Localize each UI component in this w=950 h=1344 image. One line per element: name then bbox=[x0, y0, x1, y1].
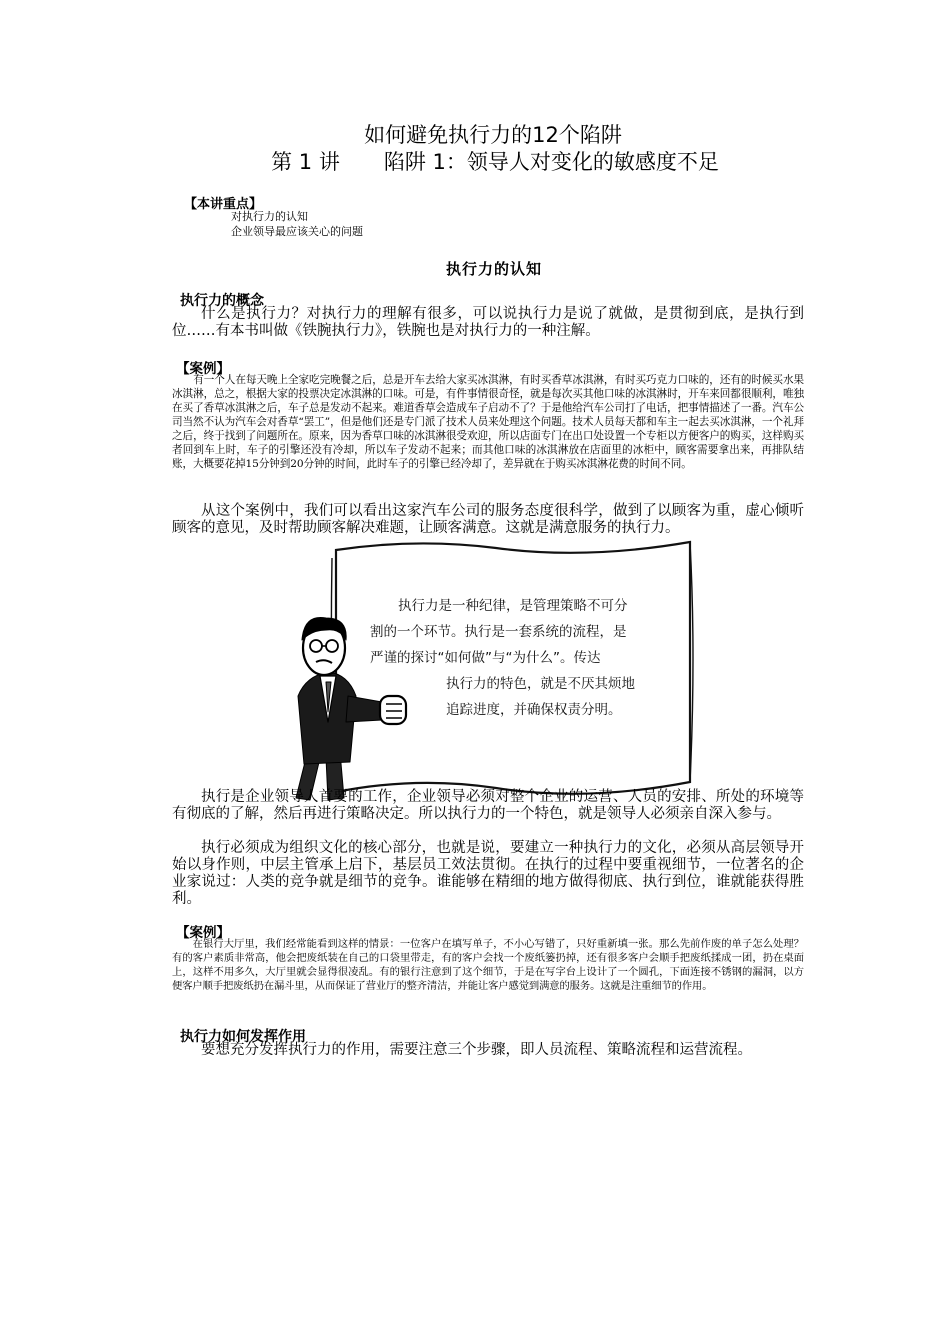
case-paragraph: 在银行大厅里，我们经常能看到这样的情景：一位客户在填写单子，不小心写错了，只好重新填一张。那么先前作废的单子怎么处理？有的客户素质非常高，他会把废纸装在自己的口袋里带走，有的客户会找一个废纸篓扔掉，还有很多客户会顺手把废纸揉成一团，扔在桌面上，这样不用多久，大厅里就会显得很凌乱。有的银行注意到了这个细节，于是在写字台上设计了一个圆孔，下面连接不锈钢的漏洞，以方便客户顺手把废纸扔在漏斗里，从而保证了营业厅的整齐清洁，并能让客户感觉到满意的服务。这就是注重细节的作用。 bbox=[172, 938, 804, 992]
quote-line: 严谨的探讨“如何做”与“为什么”。传达 bbox=[370, 650, 601, 666]
case-comment-paragraph: 从这个案例中，我们可以看出这家汽车公司的服务态度很科学，做到了以顾客为重，虚心倾听顾客的意见，及时帮助顾客解决难题，让顾客满意。这就是满意服务的执行力。 bbox=[172, 503, 804, 536]
section-heading: 执行力的认知 bbox=[445, 260, 542, 278]
keypoint-item: 对执行力的认知 bbox=[231, 210, 308, 223]
culture-paragraph: 执行必须成为组织文化的核心部分，也就是说，要建立一种执行力的文化，必须从高层领导开始以身作则，中层主管承上启下，基层员工效法贯彻。在执行的过程中要重视细节，一位著名的企业家说过：人类的竞争就是细节的竞争。谁能够在精细的地方做得彻底、执行到位，谁就能获得胜利。 bbox=[172, 840, 804, 907]
quote-line: 执行力的特色，就是不厌其烦地 bbox=[446, 676, 635, 692]
case-heading: 【案例】 bbox=[176, 925, 230, 941]
lecture-number: 第 1 讲 bbox=[271, 150, 340, 174]
concept-heading: 执行力的概念 bbox=[180, 293, 264, 309]
lecture-title bbox=[20, 149, 950, 176]
case-heading: 【案例】 bbox=[176, 361, 230, 377]
case-paragraph: 有一个人在每天晚上全家吃完晚餐之后，总是开车去给大家买冰淇淋，有时买香草冰淇淋，有时买巧克力口味的，还有的时候买水果冰淇淋，总之，根据大家的投票决定冰淇淋的口味。可是，有件事情很奇怪，就是每次买其他口味的冰淇淋时，开车来回都很顺利，唯独在买了香草冰淇淋之后，车子总是发动不起来。难道香草会造成车子启动不了？于是他给汽车公司打了电话，把事情描述了一番。汽车公司当然不认为汽车会对香草“罢工”，但是他们还是专门派了技术人员来处理这个问题。技术人员每天都和车主一起去买冰淇淋，一个礼拜之后，终于找到了问题所在。原来，因为香草口味的冰淇淋很受欢迎，所以店面专门在出口处设置一个专柜以方便客户的购买，这样购买者回到车上时，车子的引擎还没有冷却，所以车子发动不起来；而其他口味的冰淇淋放在店面里的冰柜中，顾客需要拿出来，再排队结账，大概要花掉15分钟到20分钟的时间，此时车子的引擎已经冷却了，差异就在于购买冰淇淋花费的时间不同。 bbox=[172, 374, 804, 470]
role-heading: 执行力如何发挥作用 bbox=[180, 1029, 306, 1045]
quote-illustration bbox=[286, 536, 698, 804]
leader-paragraph: 执行是企业领导人首要的工作，企业领导必须对整个企业的运营、人员的安排、所处的环境等有彻底的了解，然后再进行策略决定。所以执行力的一个特色，就是领导人必须亲自深入参与。 bbox=[172, 789, 804, 822]
keypoints-heading: 【本讲重点】 bbox=[184, 197, 263, 212]
concept-paragraph: 什么是执行力？对执行力的理解有很多，可以说执行力是说了就做，是贯彻到底，是执行到位……有本书叫做《铁腕执行力》，铁腕也是对执行力的一种注解。 bbox=[172, 306, 804, 339]
keypoint-item: 企业领导最应该关心的问题 bbox=[231, 225, 363, 238]
quote-line: 追踪进度，并确保权责分明。 bbox=[446, 702, 622, 718]
lecture-name: 陷阱 1：领导人对变化的敏感度不足 bbox=[383, 150, 719, 174]
role-paragraph: 要想充分发挥执行力的作用，需要注意三个步骤，即人员流程、策略流程和运营流程。 bbox=[201, 1042, 752, 1058]
document-title: 如何避免执行力的12个陷阱 bbox=[364, 123, 622, 147]
quote-line: 割的一个环节。执行是一套系统的流程，是 bbox=[370, 624, 627, 640]
quote-line: 执行力是一种纪律，是管理策略不可分 bbox=[398, 598, 628, 614]
